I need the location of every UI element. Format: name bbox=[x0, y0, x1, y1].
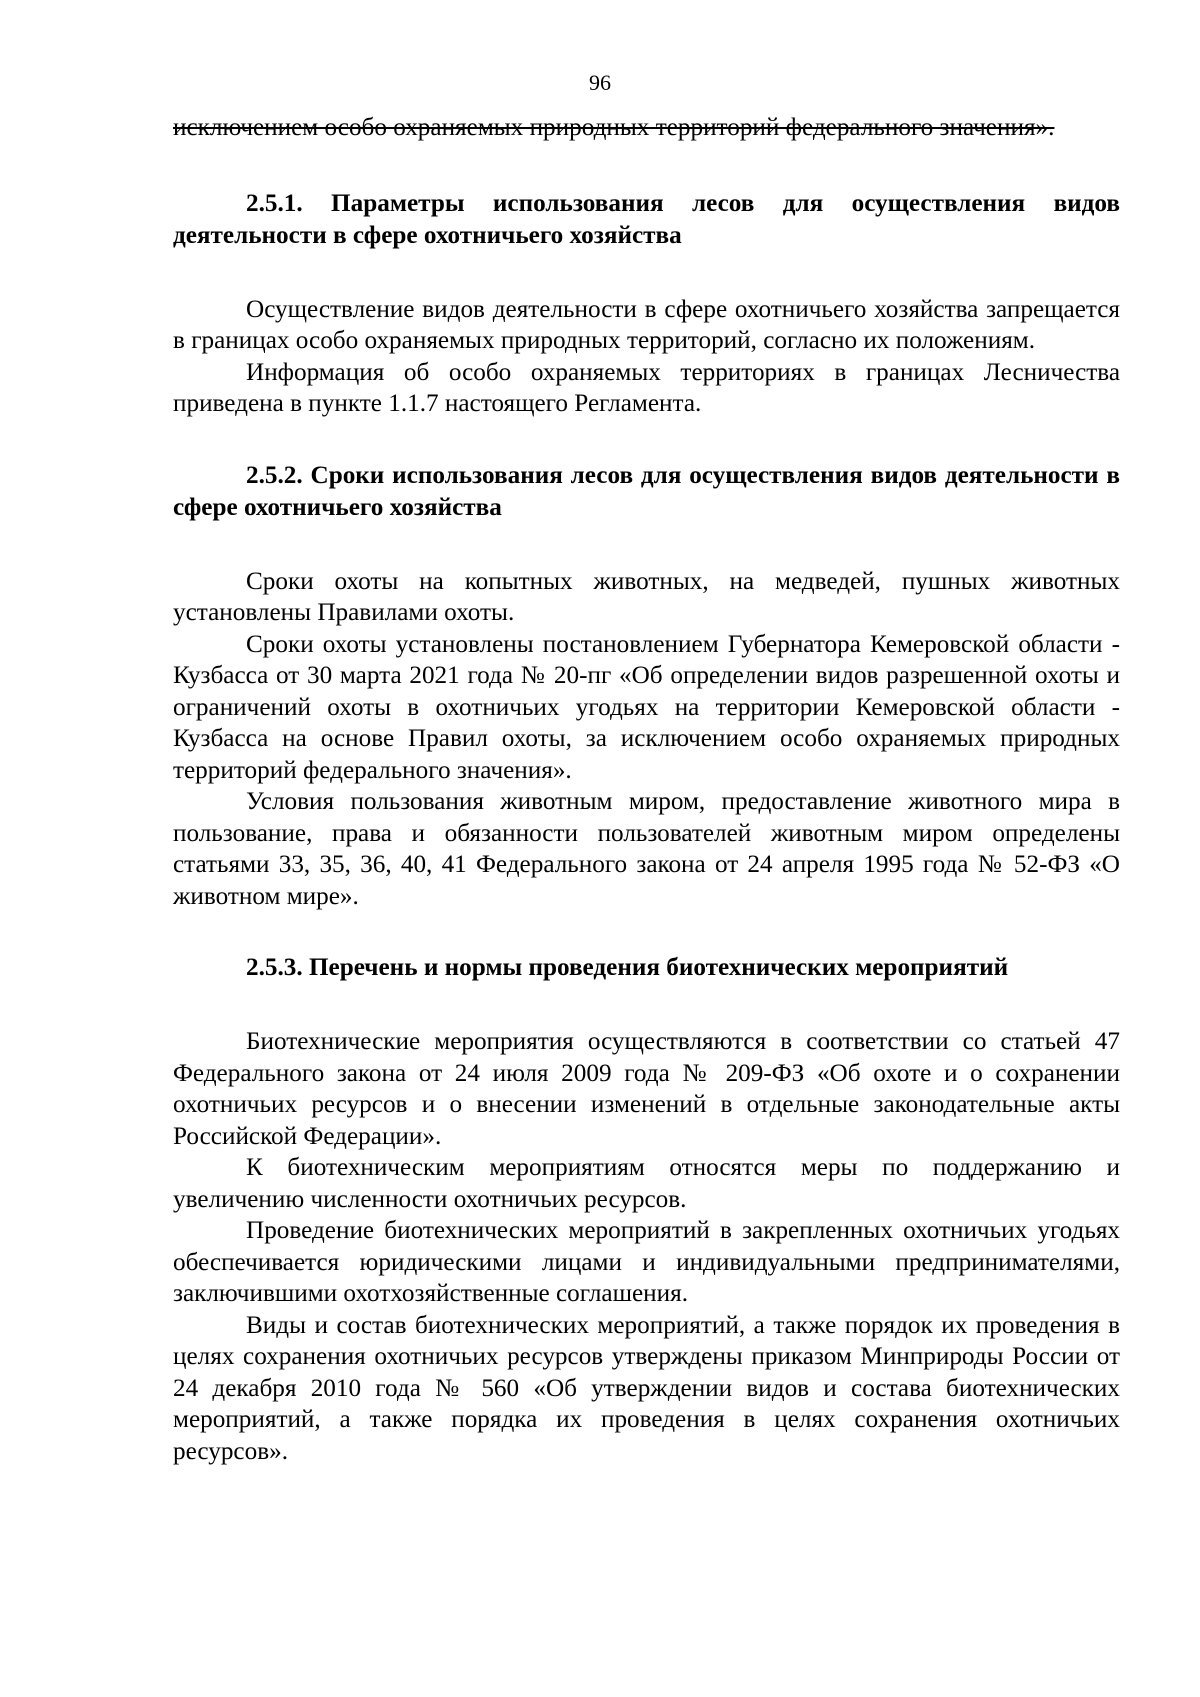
paragraph: Условия пользования животным миром, предоставление животного мира в пользование, права и обязанности пользователей животным миром определены статьями 33, 35, 36, 40, 41 Федерального закона от 24 апреля 1995 года № 52-ФЗ «О животном мире». bbox=[173, 788, 1120, 910]
section-heading: 2.5.1. Параметры использования лесов для осуществления видов деятельности в сфере охотничьего хозяйства bbox=[173, 189, 1120, 249]
document-body bbox=[173, 112, 1120, 1467]
page-number: 96 bbox=[589, 70, 611, 95]
section-2-5-1 bbox=[173, 188, 1120, 420]
paragraph: Сроки охоты установлены постановлением Губернатора Кемеровской области - Кузбасса от 30 марта 2021 года № 20-пг «Об определении видов разрешенной охоты и ограничений охоты в охотничьих угодьях на территории Кемеровской области - Кузбасса на основе Правил охоты, за исключением особо охраняемых природных территорий федерального значения». bbox=[173, 630, 1120, 784]
paragraph: К биотехническим мероприятиям относятся меры по поддержанию и увеличению численности охотничьих ресурсов. bbox=[173, 1154, 1120, 1213]
paragraph: Сроки охоты на копытных животных, на медведей, пушных животных установлены Правилами охоты. bbox=[173, 567, 1120, 626]
section-2-5-2 bbox=[173, 460, 1120, 913]
section-2-5-3 bbox=[173, 952, 1120, 1467]
paragraph: Проведение биотехнических мероприятий в закрепленных охотничьих угодьях обеспечивается юридическими лицами и индивидуальными предпринимателями, заключившими охотхозяйственные соглашения. bbox=[173, 1217, 1120, 1307]
paragraph: Виды и состав биотехнических мероприятий, а также порядок их проведения в целях сохранения охотничьих ресурсов утверждены приказом Минприроды России от 24 декабря 2010 года № 560 «Об утверждении видов и состава биотехнических мероприятий, а также порядка их проведения в целях сохранения охотничьих ресурсов». bbox=[173, 1311, 1120, 1465]
struck-paragraph: исключением особо охраняемых природных территорий федерального значения». bbox=[173, 114, 1055, 141]
section-heading: 2.5.3. Перечень и нормы проведения биотехнических мероприятий bbox=[246, 954, 1009, 981]
paragraph: Информация об особо охраняемых территориях в границах Лесничества приведена в пункте 1.1.7 настоящего Регламента. bbox=[173, 358, 1120, 417]
section-heading: 2.5.2. Сроки использования лесов для осуществления видов деятельности в сфере охотничьего хозяйства bbox=[173, 461, 1120, 521]
paragraph: Осуществление видов деятельности в сфере охотничьего хозяйства запрещается в границах особо охраняемых природных территорий, согласно их положениям. bbox=[173, 295, 1120, 354]
paragraph: Биотехнические мероприятия осуществляются в соответствии со статьей 47 Федерального закона от 24 июля 2009 года № 209-ФЗ «Об охоте и о сохранении охотничьих ресурсов и о внесении изменений в отдельные законодательные акты Российской Федерации». bbox=[173, 1028, 1120, 1150]
